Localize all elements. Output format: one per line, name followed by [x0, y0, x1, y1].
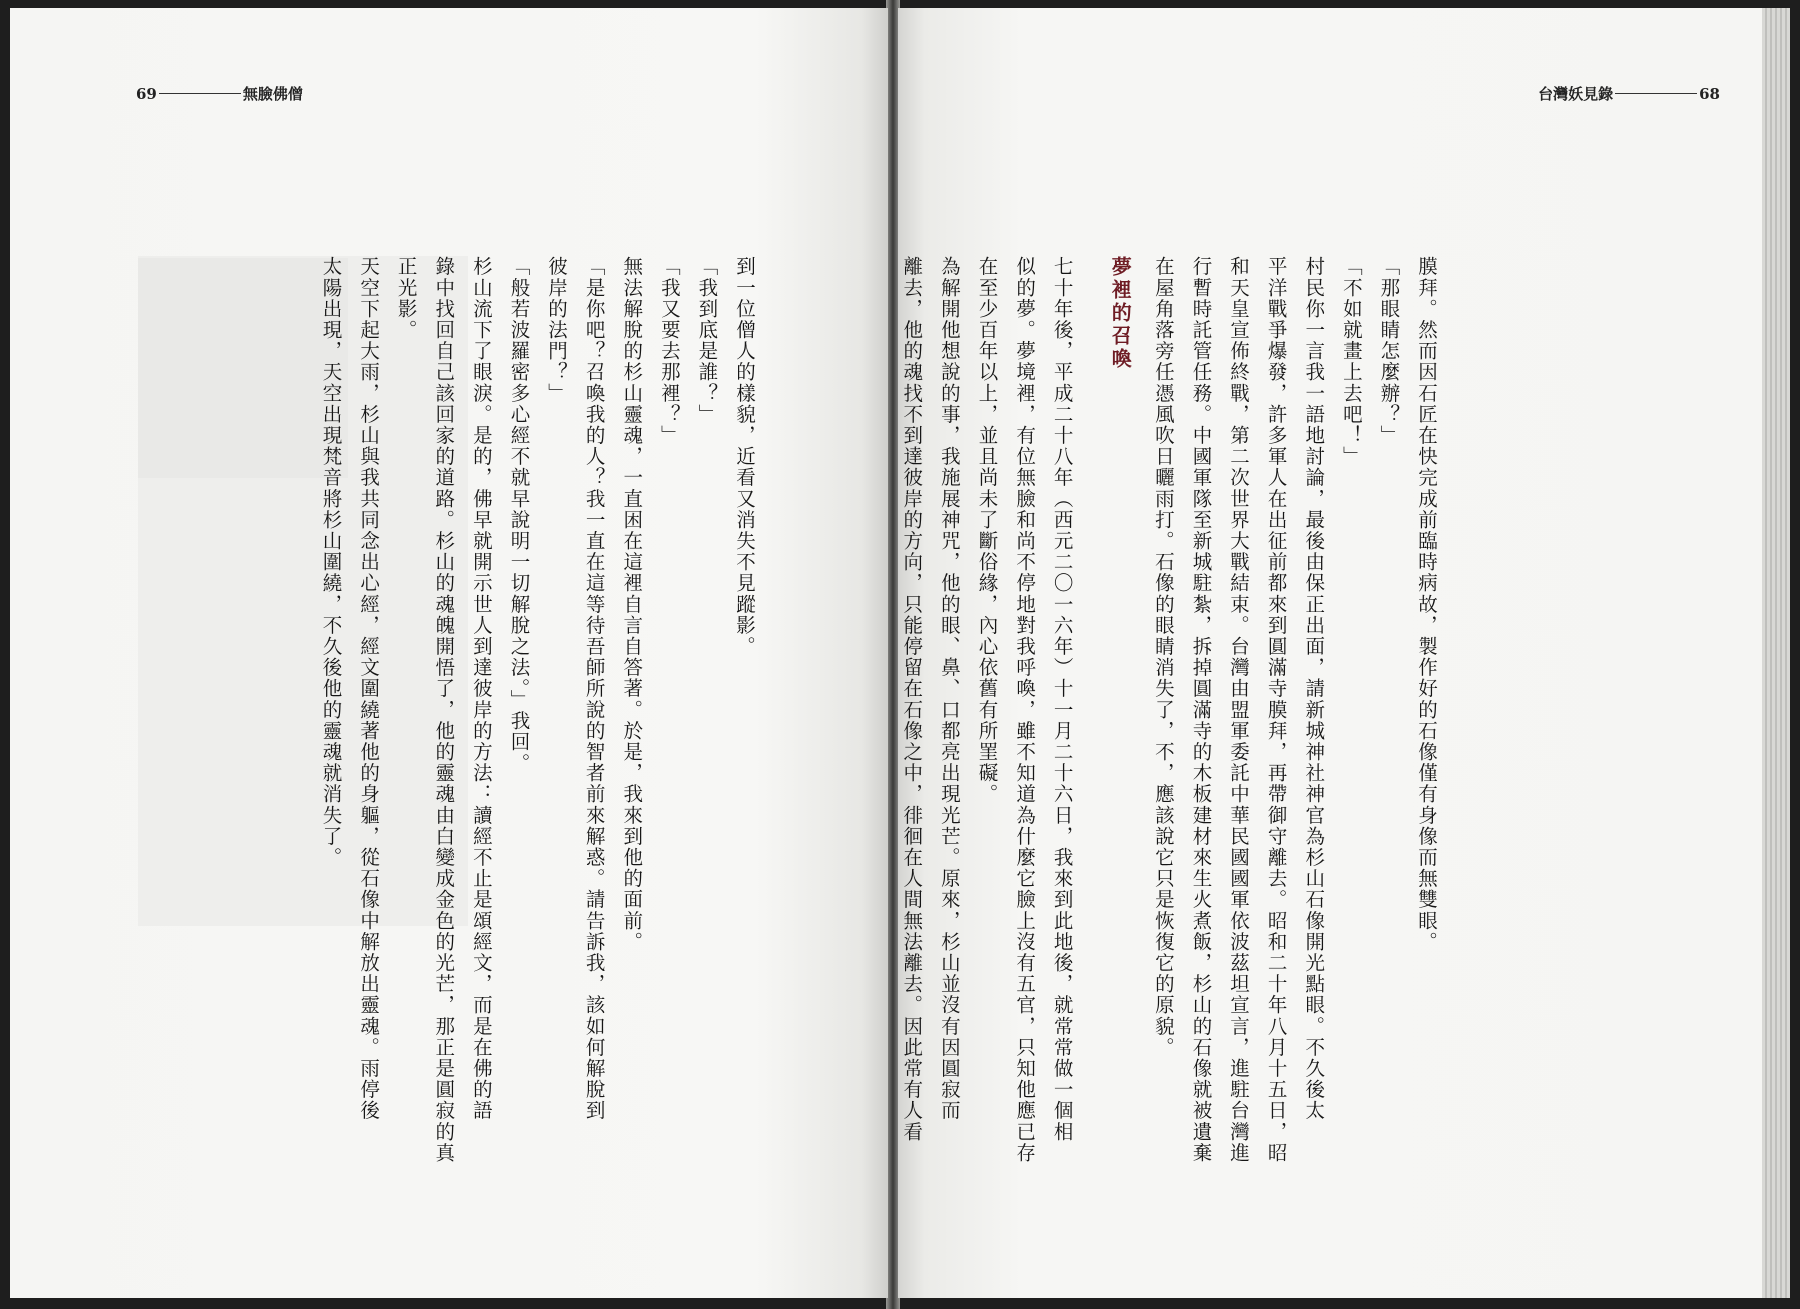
text-line: 「我又要去那裡？」	[657, 256, 681, 446]
left-page-body	[312, 256, 763, 1164]
text-line: 「是你吧？召喚我的人？我一直在這等待吾師所說的智者前來解惑。請告訴我，該如何解脫到	[582, 256, 606, 1122]
text-line: 天空下起大雨，杉山與我共同念出心經，經文圍繞著他的身軀，從石像中解放出靈魂。雨停後	[357, 256, 381, 1122]
text-line: 和天皇宣佈終戰，第二次世界大戰結束。台灣由盟軍委託中華民國國軍依波茲坦宣言，進駐台灣進	[1227, 256, 1251, 1164]
text-line: 行暫時託管任務。中國軍隊至新城駐紮，拆掉圓滿寺的木板建材來生火煮飯，杉山的石像就被遺棄	[1189, 256, 1213, 1164]
text-line: 村民你一言我一語地討論，最後由保正出面，請新城神社神官為杉山石像開光點眼。不久後太	[1302, 256, 1326, 1122]
text-line: 「般若波羅密多心經不就早說明一切解脫之法。」我回。	[507, 256, 531, 774]
running-title: 台灣妖見錄	[1538, 85, 1614, 103]
text-line: 平洋戰爭爆發，許多軍人在出征前都來到圓滿寺膜拜，再帶御守離去。昭和二十年八月十五日，昭	[1264, 256, 1288, 1164]
text-line: 太陽出現，天空出現梵音將杉山圍繞，不久後他的靈魂就消失了。	[319, 256, 343, 868]
text-line: 無法解脫的杉山靈魂，一直困在這裡自言自答著。於是，我來到他的面前。	[620, 256, 644, 953]
text-line: 杉山流下了眼淚。是的，佛早就開示世人到達彼岸的方法：讀經不止是頌經文，而是在佛的語	[469, 256, 493, 1122]
left-page	[10, 8, 888, 1298]
text-line: 在至少百年以上，並且尚未了斷俗緣，內心依舊有所罣礙。	[975, 256, 999, 805]
text-line: 離去，他的魂找不到達彼岸的方向，只能停留在石像之中，徘徊在人間無法離去。因此常有人看	[900, 256, 924, 1143]
header-rule	[159, 93, 241, 94]
text-line: 七十年後，平成二十八年（西元二〇一六年）十一月二十六日，我來到此地後，就常常做一個相	[1050, 256, 1074, 1143]
text-line: 在屋角落旁任憑風吹日曬雨打。石像的眼睛消失了，不，應該說它只是恢復它的原貌。	[1151, 256, 1175, 1058]
text-line: 到一位僧人的樣貌，近看又消失不見蹤影。	[733, 256, 756, 657]
section-heading: 夢裡的召喚	[1108, 256, 1133, 371]
page-number: 69	[136, 84, 157, 103]
text-line: 「不如就畫上去吧！」	[1339, 256, 1363, 467]
text-line: 正光影。	[394, 256, 418, 341]
left-page-header	[136, 83, 303, 104]
right-page	[898, 8, 1790, 1298]
running-title: 無臉佛僧	[242, 85, 303, 103]
page-edge-strip	[1762, 8, 1790, 1298]
header-rule	[1615, 93, 1697, 94]
text-line: 為解開他想說的事，我施展神咒，他的眼、鼻、口都亮出現光芒。原來，杉山並沒有因圓寂而	[937, 256, 961, 1122]
right-page-body	[898, 256, 1445, 1164]
text-line: 「我到底是誰？」	[695, 256, 719, 425]
text-line: 錄中找回自己該回家的道路。杉山的魂魄開悟了，他的靈魂由白變成金色的光芒，那正是圓寂的真	[432, 256, 456, 1164]
text-line: 「那眼睛怎麼辦？」	[1377, 256, 1401, 446]
page-number: 68	[1699, 84, 1720, 103]
right-page-header	[1538, 83, 1720, 104]
text-line: 似的夢。夢境裡，有位無臉和尚不停地對我呼喚，雖不知道為什麼它臉上沒有五官，只知他應已存	[1013, 256, 1037, 1164]
text-line: 膜拜。然而因石匠在快完成前臨時病故，製作好的石像僅有身像而無雙眼。	[1415, 256, 1438, 953]
text-line: 彼岸的法門？」	[545, 256, 569, 404]
